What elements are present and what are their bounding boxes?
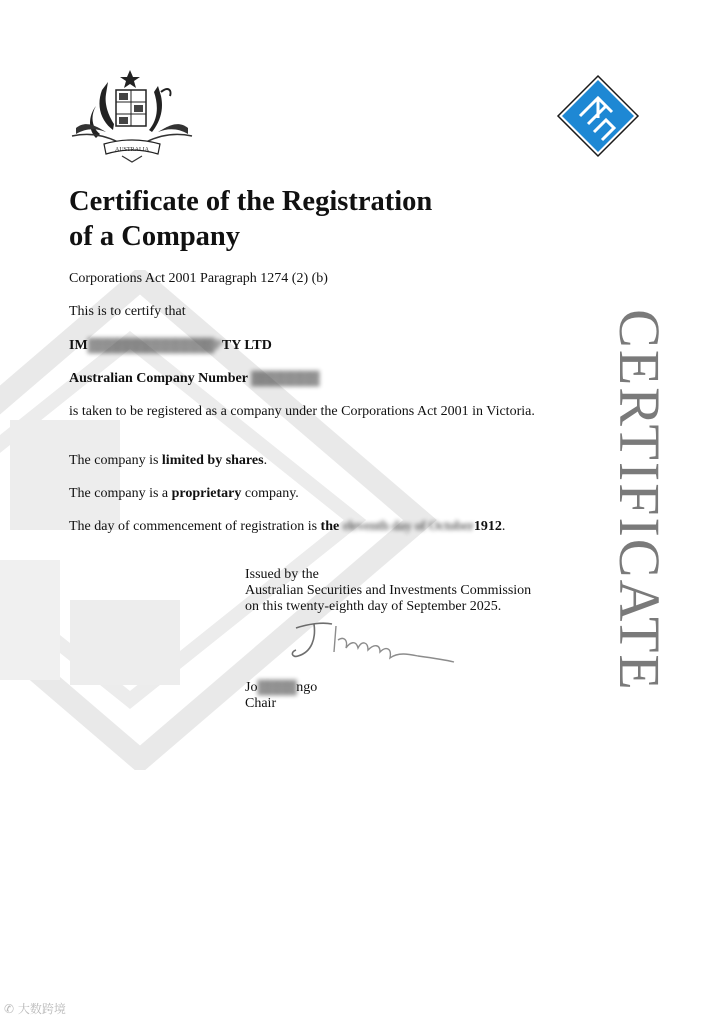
type-prefix: The company is a bbox=[69, 486, 172, 501]
signer-role: Chair bbox=[245, 696, 277, 711]
commence-redacted: eleventh day of October bbox=[342, 519, 474, 534]
type-suffix: company. bbox=[241, 486, 299, 501]
coat-of-arms-emblem bbox=[66, 66, 198, 164]
act-reference: Corporations Act 2001 Paragraph 1274 (2) (b) bbox=[69, 271, 328, 286]
acn-label: Australian Company Number bbox=[69, 371, 248, 386]
company-name-suffix: TY LTD bbox=[221, 338, 272, 353]
certificate-title bbox=[69, 184, 549, 254]
corner-watermark: ✆ 大数跨境 bbox=[4, 1002, 66, 1016]
registration-statement: is taken to be registered as a company under the Corporations Act 2001 in Victoria. bbox=[69, 404, 535, 419]
signer-block bbox=[245, 680, 317, 712]
title-line-1: Certificate of the Registration bbox=[69, 186, 433, 217]
issued-by-block bbox=[245, 567, 531, 615]
vertical-certificate-label bbox=[604, 280, 674, 720]
commence-bold-start: the bbox=[320, 519, 343, 534]
signer-name-end: ngo bbox=[296, 680, 318, 695]
commence-suffix: . bbox=[501, 519, 506, 534]
title-line-2: of a Company bbox=[69, 221, 241, 252]
commence-prefix: The day of commencement of registration is bbox=[69, 519, 321, 534]
acn-line bbox=[69, 370, 319, 388]
company-name-prefix: IM bbox=[69, 338, 88, 353]
limited-suffix: . bbox=[263, 453, 268, 468]
issued-line-3: on this twenty-eighth day of September 2025. bbox=[245, 599, 502, 614]
acn-redacted: ▓▓▓▓▓▓▓ bbox=[251, 371, 320, 386]
issued-line-2: Australian Securities and Investments Commission bbox=[245, 583, 532, 598]
signer-name-start: Jo bbox=[245, 680, 258, 695]
certify-intro: This is to certify that bbox=[69, 304, 186, 319]
limited-statement bbox=[69, 452, 267, 470]
emblem-label: AUSTRALIA bbox=[115, 147, 149, 153]
issued-line-1: Issued by the bbox=[245, 567, 319, 582]
signature bbox=[288, 618, 458, 674]
company-type-statement bbox=[69, 485, 299, 503]
company-name-redacted: ▓▓▓▓▓▓▓▓▓▓▓▓▓P bbox=[87, 338, 222, 353]
asic-logo-icon bbox=[556, 74, 640, 158]
limited-prefix: The company is bbox=[69, 453, 162, 468]
commencement-statement bbox=[69, 518, 505, 536]
signer-name bbox=[245, 680, 317, 696]
type-bold: proprietary bbox=[171, 486, 242, 501]
vertical-certificate-text: CERTIFICATE bbox=[606, 308, 672, 692]
limited-bold: limited by shares bbox=[161, 453, 264, 468]
commence-year: 1912 bbox=[473, 519, 502, 534]
company-name bbox=[69, 337, 272, 355]
signer-name-redacted: ▓▓▓▓ bbox=[257, 680, 297, 695]
